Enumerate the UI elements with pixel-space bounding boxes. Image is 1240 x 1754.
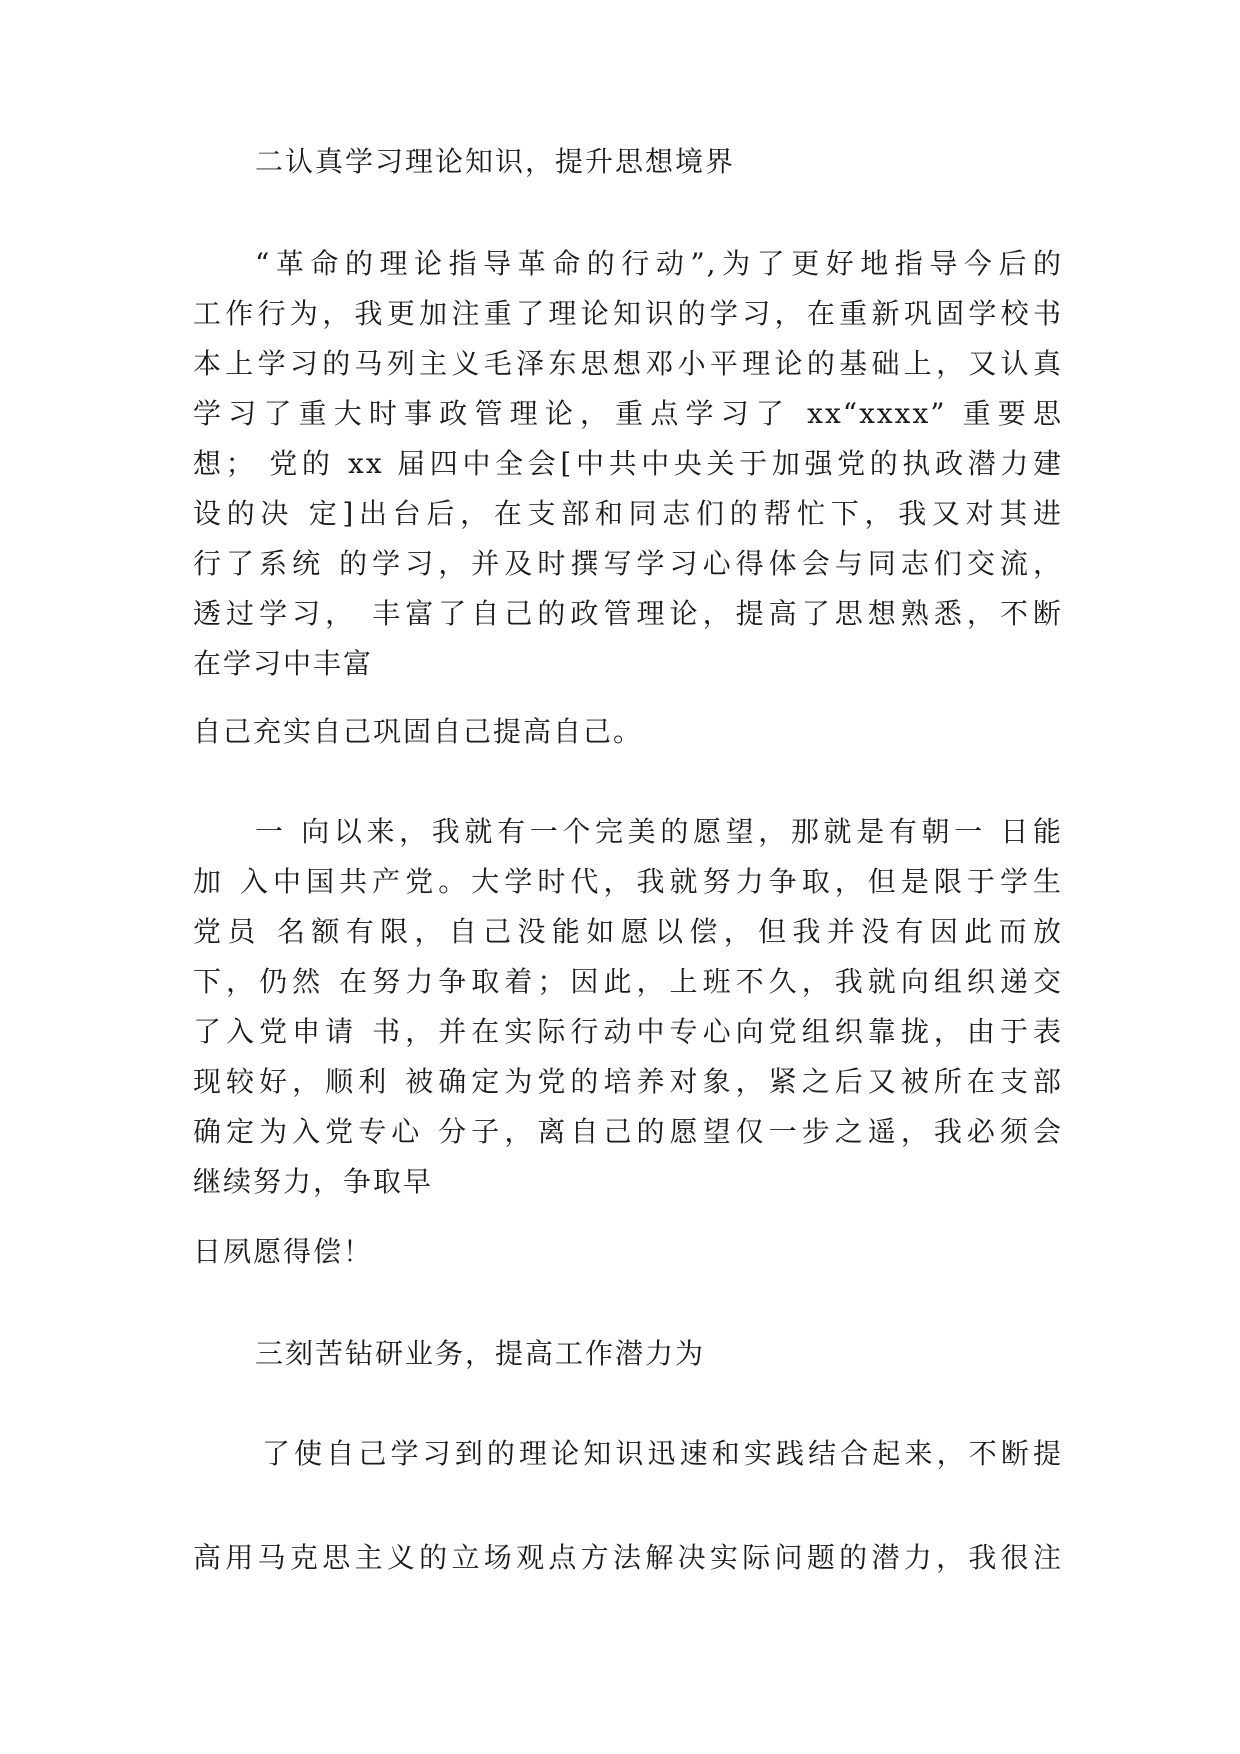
section-heading-2: 二认真学习理论知识，提升思想境界 xyxy=(255,145,736,178)
paragraph-line: 继续努力，争取早 xyxy=(193,1165,434,1198)
paragraph-line: 本上学习的马列主义毛泽东思想邓小平理论的基础上，又认真 xyxy=(193,347,1063,380)
paragraph-line: 自己充实自己巩固自己提高自己。 xyxy=(193,715,644,748)
paragraph-line: 工作行为，我更加注重了理论知识的学习，在重新巩固学校书 xyxy=(193,297,1063,330)
paragraph-line: 加 入中国共产党。大学时代，我就努力争取，但是限于学生 xyxy=(193,865,1063,898)
paragraph-line: 行了系统 的学习，并及时撰写学习心得体会与同志们交流， xyxy=(193,547,1063,580)
paragraph-line: “革命的理论指导革命的行动”,为了更好地指导今后的 xyxy=(255,247,1063,280)
paragraph-line: 一 向以来，我就有一个完美的愿望，那就是有朝一 日能 xyxy=(255,815,1063,848)
paragraph-line: 日夙愿得偿！ xyxy=(193,1235,374,1268)
paragraph-line: 党员 名额有限，自己没能如愿以偿，但我并没有因此而放 xyxy=(193,915,1063,948)
paragraph-line: 学习了重大时事政管理论，重点学习了 xx“xxxx” 重要思 xyxy=(193,397,1063,430)
paragraph-line: 设的决 定]出台后，在支部和同志们的帮忙下，我又对其进 xyxy=(193,497,1063,530)
paragraph-line: 现较好，顺利 被确定为党的培养对象，紧之后又被所在支部 xyxy=(193,1065,1063,1098)
paragraph-line: 高用马克思主义的立场观点方法解决实际问题的潜力，我很注 xyxy=(193,1541,1063,1574)
paragraph-line: 在学习中丰富 xyxy=(193,647,374,680)
paragraph-line: 了入党申请 书，并在实际行动中专心向党组织靠拢，由于表 xyxy=(193,1015,1063,1048)
paragraph-line: 确定为入党专心 分子，离自己的愿望仅一步之遥，我必须会 xyxy=(193,1115,1063,1148)
paragraph-line: 想； 党的 xx 届四中全会[中共中央关于加强党的执政潜力建 xyxy=(193,447,1063,480)
section-heading-3: 三刻苦钻研业务，提高工作潜力为 xyxy=(255,1337,706,1370)
paragraph-line: 下，仍然 在努力争取着；因此，上班不久，我就向组织递交 xyxy=(193,965,1063,998)
paragraph-line: 透过学习， 丰富了自己的政管理论，提高了思想熟悉，不断 xyxy=(193,597,1063,630)
paragraph-line: 了使自己学习到的理论知识迅速和实践结合起来，不断提 xyxy=(262,1437,1063,1470)
